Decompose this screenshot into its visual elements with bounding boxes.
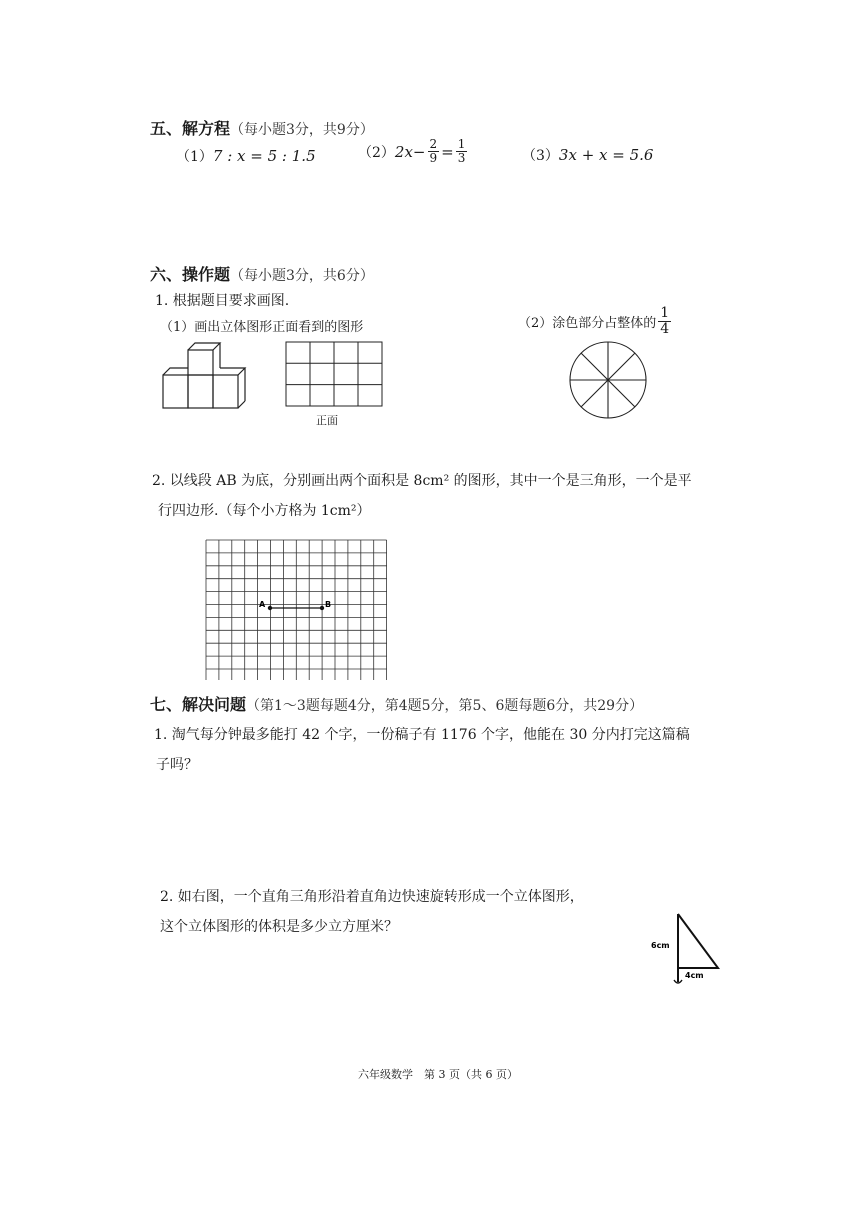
section7-note: （第1～3题每题4分，第4题5分，第5、6题每题6分，共29分） — [246, 698, 644, 714]
front-view-label: 正面 — [316, 414, 338, 427]
section7-question-2-line-2: 这个立体图形的体积是多少立方厘米？ — [160, 919, 398, 935]
ab-grid-paper — [204, 538, 388, 680]
divided-circle — [566, 338, 650, 422]
equation-2 — [358, 138, 469, 165]
point-a-label: A — [259, 600, 266, 609]
section6-heading — [150, 262, 374, 285]
equation-2-label: （2） — [358, 144, 395, 161]
equation-2-prefix: 2x− — [394, 142, 426, 161]
section5-note: （每小题3分，共9分） — [230, 122, 374, 138]
equation-3-text: 3x + x = 5.6 — [558, 146, 654, 164]
part-2-fraction: $\frac{1}{4}$ — [660, 305, 670, 337]
equation-3-label: （3） — [522, 148, 559, 164]
section7-question-2-line-1: 2. 如右图，一个直角三角形沿着直角边快速旋转形成一个立体图形， — [160, 889, 584, 905]
right-triangle-figure — [648, 910, 728, 994]
section5-heading — [150, 116, 374, 139]
section6-title: 六、操作题 — [150, 265, 231, 284]
front-view-grid — [284, 340, 384, 408]
point-b-dot — [320, 606, 324, 610]
section7-heading — [150, 692, 643, 715]
section6-note: （每小题3分，共6分） — [230, 268, 374, 284]
cube-solid-figure — [155, 338, 255, 413]
equation-1-label: （1） — [176, 149, 213, 165]
section6-question-1-part-2 — [518, 306, 673, 337]
equation-3 — [522, 145, 653, 165]
point-a-dot — [268, 606, 272, 610]
section7-title: 七、解决问题 — [150, 695, 247, 714]
equation-1-text: 7 : x = 5 : 1.5 — [212, 147, 316, 165]
triangle-base-label: 4cm — [685, 971, 704, 980]
equation-2-equals: = — [441, 142, 454, 161]
part-2-text: （2）涂色部分占整体的 — [518, 316, 657, 331]
point-b-label: B — [325, 600, 332, 609]
section6-question-2-line-2: 行四边形.（每个小方格为 1cm²） — [158, 503, 371, 519]
section7-question-1-line-1: 1. 淘气每分钟最多能打 42 个字，一份稿子有 1176 个字，他能在 30 分内打完这篇稿 — [154, 727, 690, 743]
section6-question-2-line-1: 2. 以线段 AB 为底，分别画出两个面积是 8cm² 的图形，其中一个是三角形，一个是平 — [152, 473, 692, 489]
equation-2-fraction-1: $\frac{2}{9}$ — [429, 137, 438, 165]
section6-question-1: 1. 根据题目要求画图. — [155, 293, 290, 309]
equation-1 — [176, 146, 316, 166]
equation-2-fraction-2: $\frac{1}{3}$ — [457, 137, 466, 165]
section6-question-1-part-1: （1）画出立体图形正面看到的图形 — [160, 320, 364, 335]
section5-title: 五、解方程 — [150, 119, 231, 138]
triangle-height-label: 6cm — [651, 941, 670, 950]
section7-question-1-line-2: 子吗？ — [156, 757, 198, 773]
page-footer: 六年级数学 第 3 页（共 6 页） — [358, 1068, 518, 1081]
